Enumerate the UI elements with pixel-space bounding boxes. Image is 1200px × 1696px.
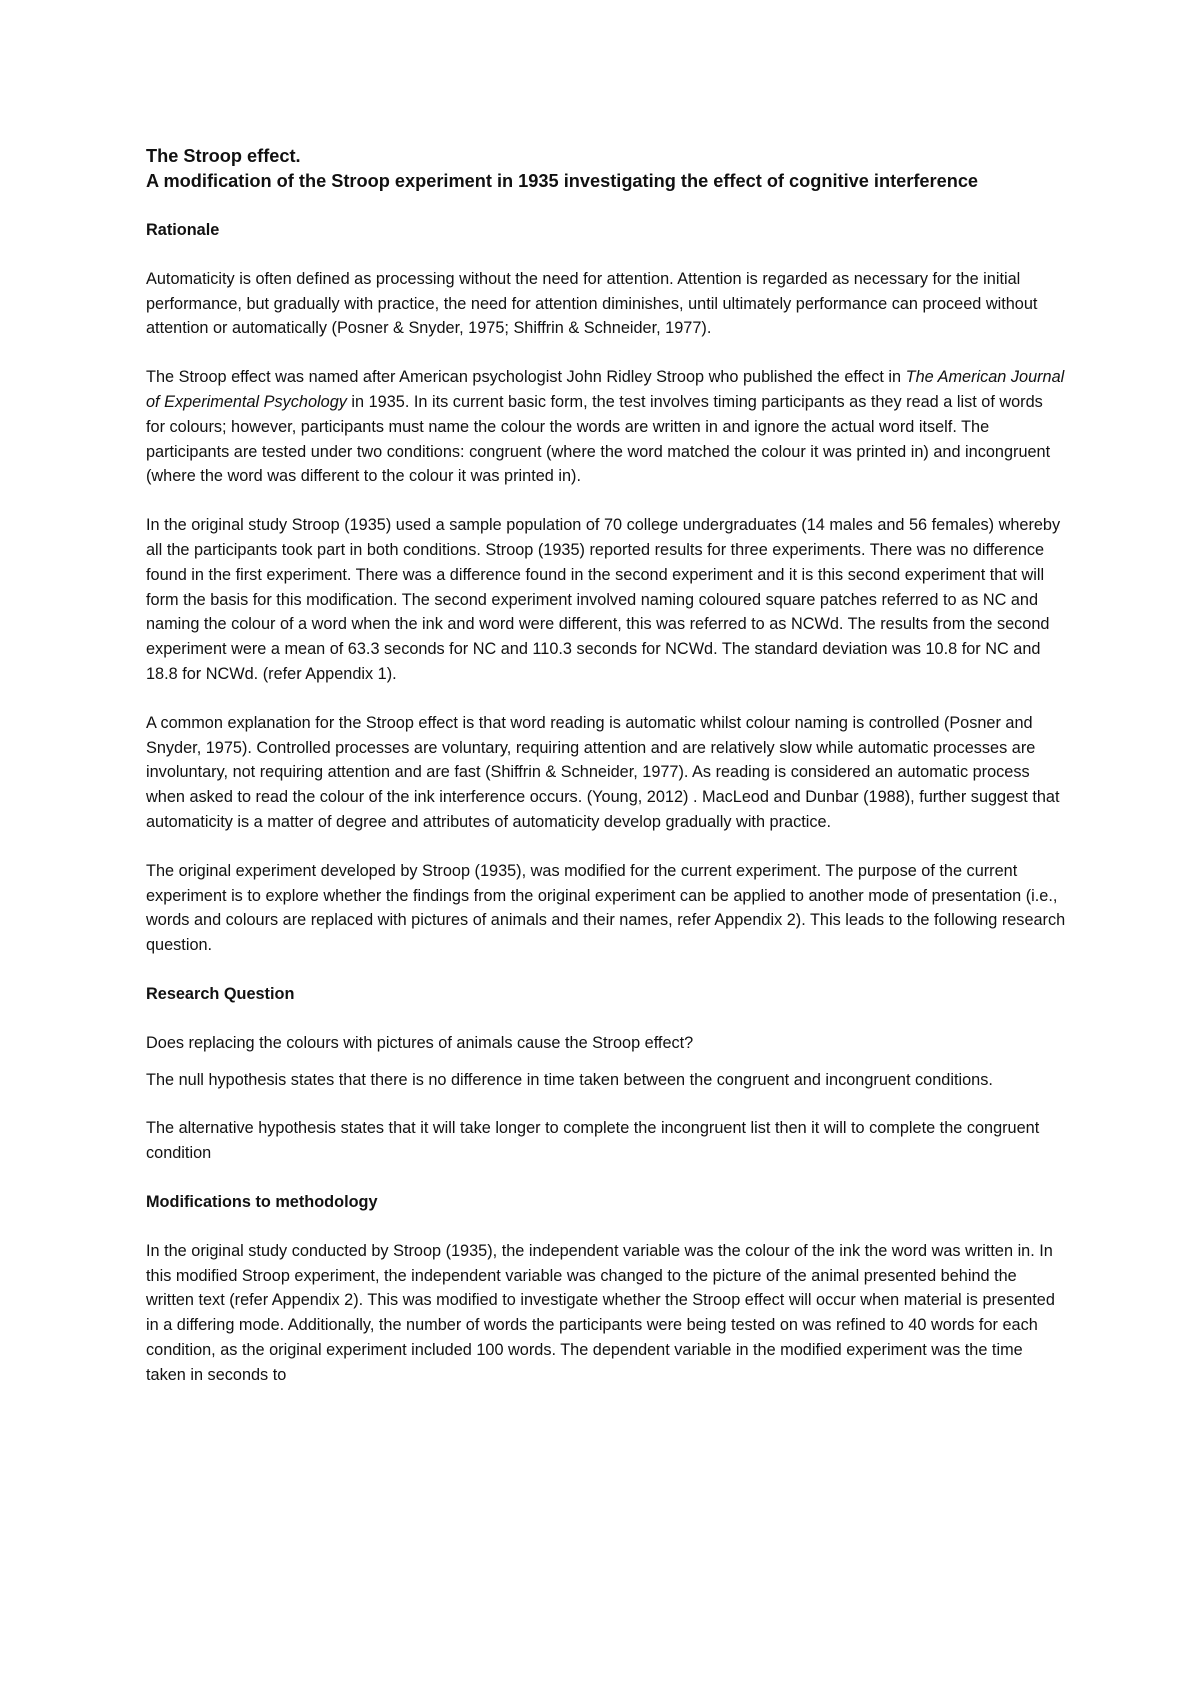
heading-modifications: Modifications to methodology	[146, 1192, 378, 1211]
alternative-hypothesis: The alternative hypothesis states that it will take longer to complete the incongruent list then it will to complete the congruent condition	[146, 1119, 1040, 1163]
journal-title: The American Journal of Experimental Psychology	[146, 368, 1065, 411]
rationale-paragraph-5: The original experiment developed by Stroop (1935), was modified for the current experiment. The purpose of the current experiment is to explore whether the findings from the original experiment can be applied to another mode of presentation (i.e., words and colours are replaced with pictures of animals and their names, refer Appendix 2). This leads to the following research question.	[146, 861, 1066, 955]
modifications-paragraph-1: In the original study conducted by Stroop (1935), the independent variable was the colour of the ink the word was written in. In this modified Stroop experiment, the independent variable was changed to the picture of the animal presented behind the written text (refer Appendix 2). This was modified to investigate whether the Stroop effect will occur when material is presented in a differing mode. Additionally, the number of words the participants were being tested on was refined to 40 words for each condition, as the original experiment included 100 words. The dependent variable in the modified experiment was the time taken in seconds to	[146, 1241, 1055, 1384]
null-hypothesis: The null hypothesis states that there is no difference in time taken between the congruent and incongruent conditions.	[146, 1070, 993, 1089]
rationale-paragraph-3: In the original study Stroop (1935) used a sample population of 70 college undergraduates (14 males and 56 females) whereby all the participants took part in both conditions. Stroop (1935) reported results for three experiments. There was no difference found in the first experiment. There was a difference found in the second experiment and it is this second experiment that will form the basis for this modification. The second experiment involved naming coloured square patches referred to as NC and naming the colour of a word when the ink and word were different, this was referred to as NCWd. The results from the second experiment were a mean of 63.3 seconds for NC and 110.3 seconds for NCWd. The standard deviation was 10.8 for NC and 18.8 for NCWd. (refer Appendix 1).	[146, 516, 1061, 683]
heading-rationale: Rationale	[146, 221, 220, 239]
rationale-paragraph-1: Automaticity is often defined as processing without the need for attention. Attention is regarded as necessary for the initial performance, but gradually with practice, the need for attention diminishes, until ultimately performance can proceed without attention or automatically (Posner & Snyder, 1975; Shiffrin & Schneider, 1977).	[146, 269, 1038, 338]
rationale-paragraph-2-start: The Stroop effect was named after American psychologist John Ridley Stroop who published the effect in	[146, 368, 906, 387]
heading-research-question: Research Question	[146, 984, 295, 1003]
research-question-text: Does replacing the colours with pictures of animals cause the Stroop effect?	[146, 1033, 694, 1052]
document-title-line2: A modification of the Stroop experiment in 1935 investigating the effect of cognitive interference	[146, 171, 979, 191]
document-page	[146, 144, 1066, 1387]
rationale-paragraph-4: A common explanation for the Stroop effect is that word reading is automatic whilst colour naming is controlled (Posner and Snyder, 1975). Controlled processes are voluntary, requiring attention and are relatively slow while automatic processes are involuntary, not requiring attention and are fast (Shiffrin & Schneider, 1977). As reading is considered an automatic process when asked to read the colour of the ink interference occurs. (Young, 2012) . MacLeod and Dunbar (1988), further suggest that automaticity is a matter of degree and attributes of automaticity develop gradually with practice.	[146, 713, 1060, 831]
document-title-line1: The Stroop effect.	[146, 146, 301, 166]
rationale-paragraph-2-end: in 1935. In its current basic form, the test involves timing participants as they read a list of words for colours; however, participants must name the colour the words are written in and ignore the actual word itself. The participants are tested under two conditions: congruent (where the word matched the colour it was printed in) and incongruent (where the word was different to the colour it was printed in).	[146, 392, 1051, 486]
rationale-paragraph-2	[146, 365, 1066, 489]
